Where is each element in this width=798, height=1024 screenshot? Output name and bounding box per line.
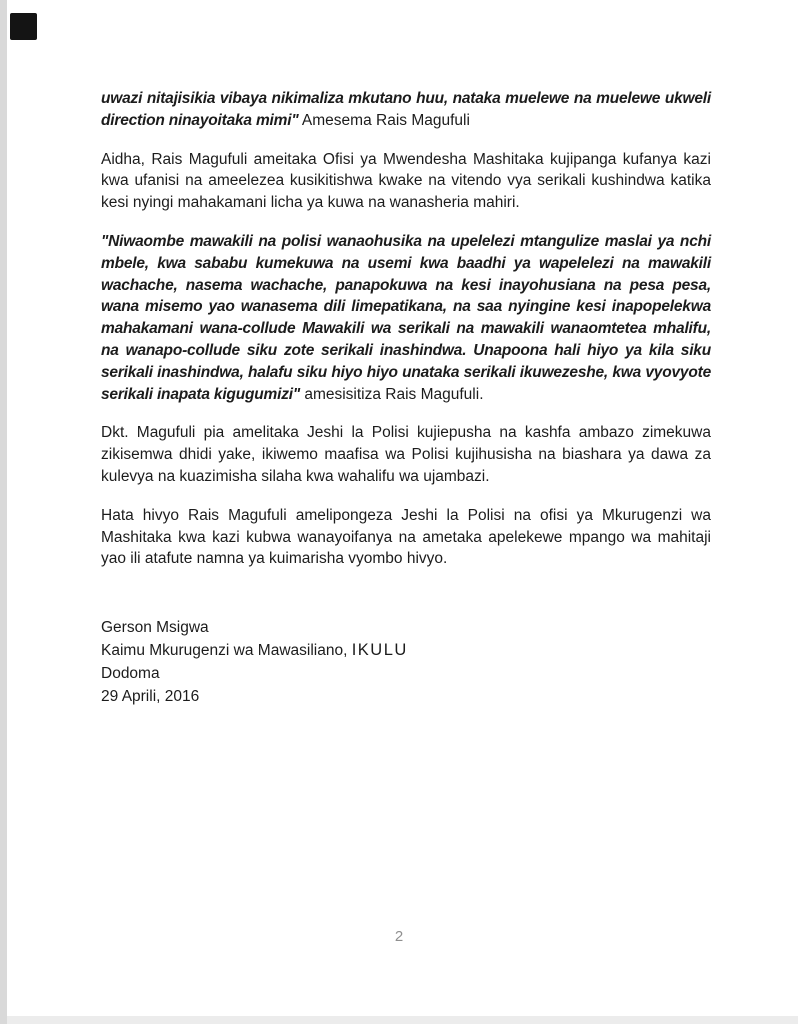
signature-title	[101, 639, 711, 662]
bottom-edge-strip	[7, 1016, 798, 1024]
signature-name: Gerson Msigwa	[101, 619, 209, 637]
paragraph-text: Hata hivyo Rais Magufuli amelipongeza Jeshi la Polisi na ofisi ya Mkurugenzi wa Mashitaka kwa kazi kubwa wanayoifanya na ametaka apelekewe mpango wa mahitaji yao ili atafute namna ya kuimarisha vyombo hivyo.	[101, 506, 711, 568]
paragraph-aidha	[101, 149, 711, 214]
document-body	[101, 88, 711, 708]
signature-org: IKULU	[351, 641, 408, 660]
paragraph-hata-hivyo	[101, 505, 711, 570]
signature-block	[101, 616, 711, 708]
paragraph-text: Aidha, Rais Magufuli ameitaka Ofisi ya Mwendesha Mashitaka kujipanga kufanya kazi kwa ufanisi na ameelezea kusikitishwa kwake na vitendo vya serikali kushindwa katika kesi nyingi mahakamani licha ya kuwa na wanasheria mahiri.	[101, 150, 711, 212]
quote-text: uwazi nitajisikia vibaya nikimaliza mkutano huu, nataka muelewe na muelewe ukweli direction ninayoitaka mimi"	[101, 90, 711, 129]
page-number: 2	[394, 928, 404, 945]
corner-mark	[10, 13, 37, 40]
quote-text: "Niwaombe mawakili na polisi wanaohusika na upelelezi mtangulize maslai ya nchi mbele, kwa sababu kumekuwa na usemi kwa baadhi ya wapelelezi na mawakili wachache, nasema wachache, panapokuwa na kesi inayohusiana na pesa pesa, wana misemo yao wanasema dili limepatikana, na saa nyingine kesi inapopelekwa mahakamani wana-collude Mawakili wa serikali na mawakili wanaomtetea mhalifu, na wanapo-collude siku zote serikali inashindwa. Unapoona hali hiyo ya kila siku serikali inashindwa, halafu siku hiyo hiyo unataka serikali ikuwezeshe, kwa vyovyote serikali inapata kigugumizi"	[101, 232, 711, 403]
paragraph-text: Dkt. Magufuli pia amelitaka Jeshi la Polisi kujiepusha na kashfa ambazo zimekuwa zikisemwa dhidi yake, ikiwemo maafisa wa Polisi kujihusisha na biashara ya dawa za kulevya na kuazimisha silaha kwa wahalifu wa ujambazi.	[101, 424, 711, 485]
signature-title-text: Kaimu Mkurugenzi wa Mawasiliano,	[101, 642, 352, 660]
left-edge-strip	[0, 0, 7, 1024]
signature-city: Dodoma	[101, 665, 160, 683]
signature-date: 29 Aprili, 2016	[101, 688, 200, 706]
paragraph-dkt-magufuli	[101, 422, 711, 487]
paragraph-quote-continuation	[101, 88, 711, 132]
quote-attribution: Amesema Rais Magufuli	[298, 111, 470, 129]
quote-attribution: amesisitiza Rais Magufuli.	[300, 385, 484, 403]
paragraph-long-quote	[101, 231, 711, 405]
